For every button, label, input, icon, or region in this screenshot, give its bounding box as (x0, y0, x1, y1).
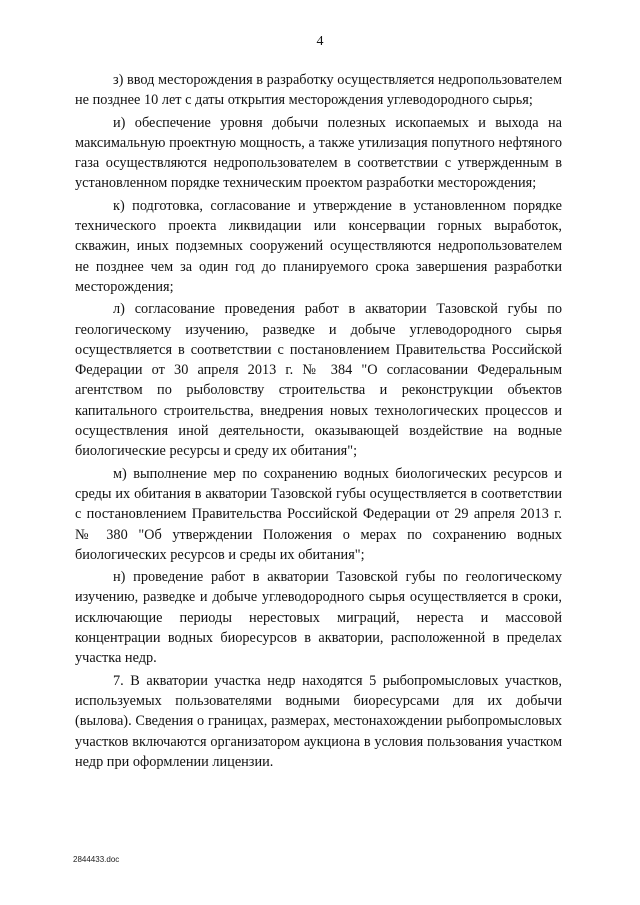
paragraph-m: м) выполнение мер по сохранению водных биологических ресурсов и среды их обитания в акватории Тазовской губы осуществляется в соответствии с постановлением Правительства Российской Федерации от 29 апреля 2013 г. № 380 "Об утверждении Положения о мерах по сохранению водных биологических ресурсов и среды их обитания"; (75, 465, 562, 563)
paragraph-z: з) ввод месторождения в разработку осуществляется недропользователем не позднее 10 лет с даты открытия месторождения углеводородного сырья; (75, 72, 562, 109)
paragraph-i: и) обеспечение уровня добычи полезных ископаемых и выхода на максимальную проектную мощность, а также утилизация попутного нефтяного газа осуществляются недропользователем в соответствии с утвержденным в установленном порядке техническим проектом разработки месторождения; (75, 114, 562, 192)
paragraph-l: л) согласование проведения работ в акватории Тазовской губы по геологическому изучению, разведке и добыче углеводородного сырья осуществляется в соответствии с постановлением Правительства Российской Федерации от 30 апреля 2013 г. № 384 "О согласовании Федеральным агентством по рыболовству строительства и реконструкции объектов капитального строительства, внедрения новых технологических процессов и осуществления иной деятельности, оказывающей воздействие на водные биологические ресурсы и среду их обитания"; (75, 301, 562, 460)
page-number: 4 (316, 34, 324, 49)
document-file-reference: 2844433.doc (73, 855, 120, 864)
paragraph-n: н) проведение работ в акватории Тазовской губы по геологическому изучению, разведке и добыче углеводородного сырья осуществляется в сроки, исключающие периоды нерестовых миграций, нереста и массовой концентрации водных биоресурсов в акватории, расположенной в пределах участка недр. (75, 569, 562, 667)
document-body (75, 70, 562, 774)
paragraph-k: к) подготовка, согласование и утверждение в установленном порядке технического проекта ликвидации или консервации горных выработок, скважин, иных подземных сооружений осуществляются недропользователем не позднее чем за один год до планируемого срока завершения разработки месторождения; (75, 197, 562, 295)
paragraph-7: 7. В акватории участка недр находятся 5 рыбопромысловых участков, используемых пользователями водными биоресурсами для их добычи (вылова). Сведения о границах, размерах, местонахождении рыбопромысловых участков включаются организатором аукциона в условия пользования участком недр при оформлении лицензии. (75, 672, 562, 770)
